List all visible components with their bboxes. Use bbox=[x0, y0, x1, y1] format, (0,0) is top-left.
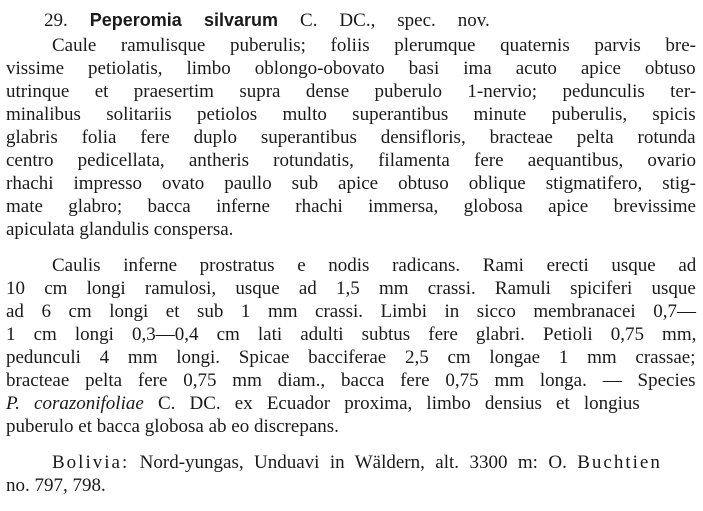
species-name: Peperomia silvarum bbox=[89, 10, 279, 30]
diagnosis-line: utrinque et praesertim supra dense puberulo 1-nervio; pedunculis ter- bbox=[6, 81, 697, 102]
diagnosis-line: apiculata glandulis conspersa. bbox=[6, 219, 234, 240]
description-line: 10 cm longi ramulosi, usque ad 1,5 mm crassi. Ramuli spiciferi usque bbox=[6, 278, 696, 299]
description-line: ad 6 cm longi et sub 1 mm crassi. Limbi in sicco membranacei 0,7— bbox=[6, 301, 696, 322]
comparison-line: puberulo et bacca globosa ab eo discrepans. bbox=[6, 416, 339, 437]
description-line: pedunculi 4 mm longi. Spicae bacciferae 2,5 cm longae 1 mm crassae; bbox=[6, 347, 696, 368]
compared-species: P. corazonifoliae bbox=[6, 393, 144, 414]
diagnosis-line: mate glabro; bacca inferne rhachi immersa, globosa apice brevissime bbox=[6, 196, 696, 217]
diagnosis-line: vissime petiolatis, limbo oblongo-obovato basi ima acuto apice obtuso bbox=[6, 58, 696, 79]
diagnosis-line: rhachi impresso ovato paullo sub apice obtuso oblique stigmatifero, stig- bbox=[6, 173, 697, 194]
locality-line: no. 797, 798. bbox=[6, 475, 106, 496]
species-heading bbox=[44, 8, 490, 32]
species-author: C. DC., spec. nov. bbox=[300, 10, 490, 31]
comparison-text: C. DC. ex Ecuador proxima, limbo densius et longius bbox=[143, 393, 640, 414]
locality-text: Nord-yungas, Unduavi in Wäldern, alt. 3300 m: O. bbox=[129, 452, 578, 473]
diagnosis-line: glabris folia fere duplo superantibus densifloris, bracteae pelta rotunda bbox=[6, 127, 696, 148]
diagnosis-line: centro pedicellata, antheris rotundatis, filamenta fere aequantibus, ovario bbox=[6, 150, 696, 171]
description-line: Caulis inferne prostratus e nodis radicans. Rami erecti usque ad bbox=[52, 255, 697, 276]
diagnosis-line: minalibus solitariis petiolos multo superantibus minute puberulis, spicis bbox=[6, 104, 696, 125]
collector-name: Buchtien bbox=[577, 452, 662, 473]
diagnosis-line: Caule ramulisque puberulis; foliis plerumque quaternis parvis bre- bbox=[52, 35, 696, 56]
description-line: bracteae pelta fere 0,75 mm diam., bacca fere 0,75 mm longa. — Species bbox=[6, 370, 696, 391]
locality-country: Bolivia: bbox=[52, 452, 130, 473]
entry-number: 29. bbox=[44, 10, 68, 31]
locality-line bbox=[52, 451, 662, 475]
comparison-line bbox=[6, 392, 640, 416]
description-line: 1 cm longi 0,3—0,4 cm lati adulti subtus fere glabri. Petioli 0,75 mm, bbox=[6, 324, 697, 345]
